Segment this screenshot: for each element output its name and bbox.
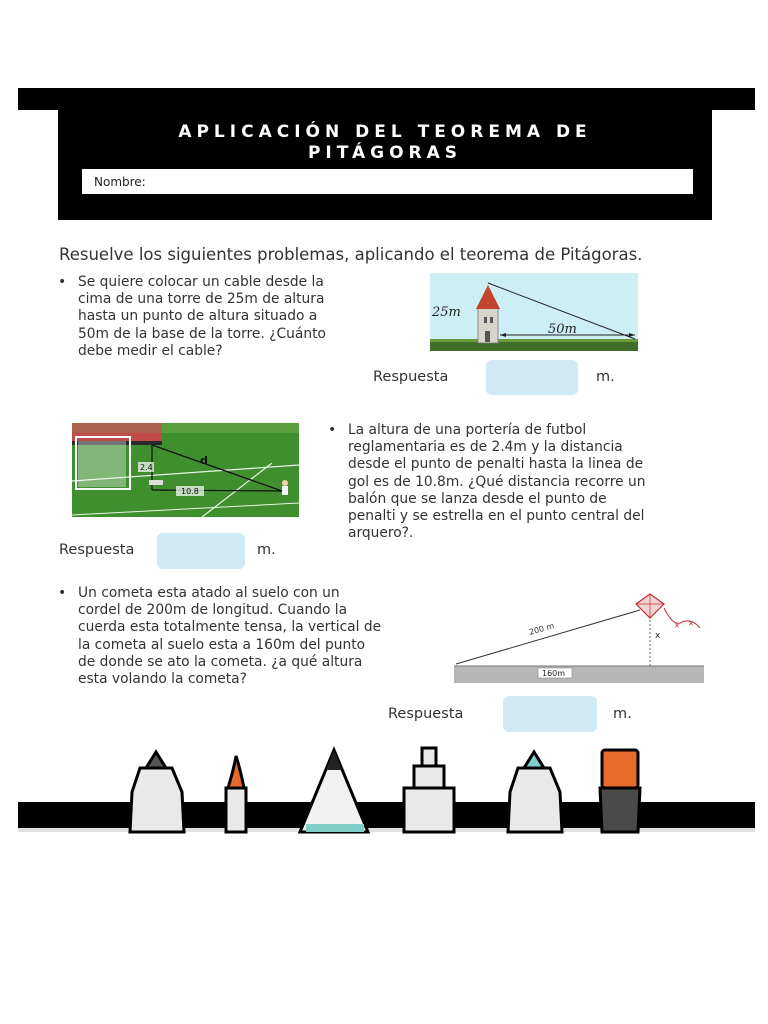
distance-d-label: d bbox=[200, 454, 208, 467]
title-line-1: APLICACIÓN DEL TEOREMA DE bbox=[178, 122, 592, 142]
answer-label-3: Respuesta bbox=[388, 706, 464, 722]
kite-tail bbox=[664, 608, 700, 628]
kite-figure bbox=[452, 588, 714, 686]
ground bbox=[430, 341, 638, 351]
player-body bbox=[282, 486, 288, 495]
orange-brush-icon bbox=[226, 756, 246, 832]
ground bbox=[454, 666, 704, 683]
tower-window bbox=[484, 317, 487, 323]
problem-2-line: penalti y se estrella en el punto central del bbox=[348, 508, 645, 525]
bullet-icon: • bbox=[58, 274, 67, 290]
bullet-icon: • bbox=[58, 585, 67, 601]
answer-unit-2: m. bbox=[257, 542, 276, 558]
answer-label-1: Respuesta bbox=[373, 369, 449, 385]
problem-1-line: Se quiere colocar un cable desde la bbox=[78, 274, 324, 290]
problem-2-line: balón que se lanza desde el punto de bbox=[348, 490, 607, 507]
tower-figure bbox=[430, 273, 638, 351]
glue-bottle-icon bbox=[404, 748, 454, 832]
problem-1 bbox=[58, 274, 378, 360]
answer-input-1[interactable] bbox=[486, 360, 578, 395]
player-head bbox=[282, 480, 288, 486]
answer-label-2: Respuesta bbox=[59, 542, 135, 558]
instructions: Resuelve los siguientes problemas, aplicando el teorema de Pitágoras. bbox=[59, 245, 643, 264]
soccer-figure bbox=[72, 423, 299, 517]
problem-2 bbox=[328, 422, 728, 542]
teal-marker-icon bbox=[508, 752, 562, 832]
bullet-icon: • bbox=[328, 422, 337, 438]
markers-decoration bbox=[18, 740, 755, 835]
goal-net bbox=[78, 441, 126, 487]
crowd-stand bbox=[72, 423, 162, 441]
problem-3-line: cordel de 200m de longitud. Cuando la bbox=[78, 602, 348, 619]
answer-input-2[interactable] bbox=[157, 533, 245, 569]
kite-string bbox=[456, 610, 640, 664]
goalkeeper bbox=[149, 480, 163, 485]
answer-unit-1: m. bbox=[596, 369, 615, 385]
problem-1-line: debe medir el cable? bbox=[78, 342, 223, 359]
problem-2-line: desde el punto de penalti hasta la linea de bbox=[348, 456, 644, 473]
tower-window bbox=[490, 317, 493, 323]
grass-strip bbox=[430, 339, 638, 342]
problem-3 bbox=[58, 585, 438, 688]
height-x-label: x bbox=[655, 631, 661, 641]
problem-1-line: cima de una torre de 25m de altura bbox=[78, 291, 325, 308]
gray-marker-icon bbox=[130, 752, 184, 832]
page-title bbox=[58, 122, 712, 164]
answer-input-3[interactable] bbox=[503, 696, 597, 732]
problem-1-line: hasta un punto de altura situado a bbox=[78, 308, 318, 325]
problem-3-line: la cometa al suelo esta a 160m del punto bbox=[78, 636, 366, 653]
orange-marker-icon bbox=[600, 750, 640, 832]
tower-base-label: 50m bbox=[548, 322, 577, 337]
name-label: Nombre: bbox=[94, 175, 146, 189]
pencil-icon bbox=[300, 750, 368, 832]
goal-height-label: 2.4 bbox=[140, 463, 153, 472]
problem-3-line: esta volando la cometa? bbox=[78, 671, 247, 688]
problem-2-line: arquero?. bbox=[348, 525, 414, 542]
problem-2-line: La altura de una portería de futbol bbox=[348, 422, 587, 438]
problem-3-line: Un cometa esta atado al suelo con un bbox=[78, 585, 340, 601]
name-field[interactable] bbox=[82, 169, 693, 194]
title-line-2: PITÁGORAS bbox=[307, 143, 463, 163]
problem-2-line: reglamentaria es de 2.4m y la distancia bbox=[348, 439, 623, 456]
answer-unit-3: m. bbox=[613, 706, 632, 722]
problem-3-line: cuerda esta totalmente tensa, la vertical de bbox=[78, 619, 382, 636]
problem-1-line: 50m de la base de la torre. ¿Cuánto bbox=[78, 325, 326, 342]
tower-door bbox=[485, 331, 490, 342]
problem-2-line: gol es de 10.8m. ¿Qué distancia recorre un bbox=[348, 473, 646, 490]
ground-distance-label: 160m bbox=[542, 669, 566, 678]
penalty-distance-label: 10.8 bbox=[181, 487, 199, 496]
tower-height-label: 25m bbox=[432, 305, 461, 320]
kite-tail-bow: ✕ bbox=[674, 622, 680, 630]
kite-tail-bow: ✕ bbox=[688, 620, 694, 628]
string-length-label: 200 m bbox=[528, 621, 556, 637]
problem-3-line: de donde se ato la cometa. ¿a qué altura bbox=[78, 653, 363, 670]
